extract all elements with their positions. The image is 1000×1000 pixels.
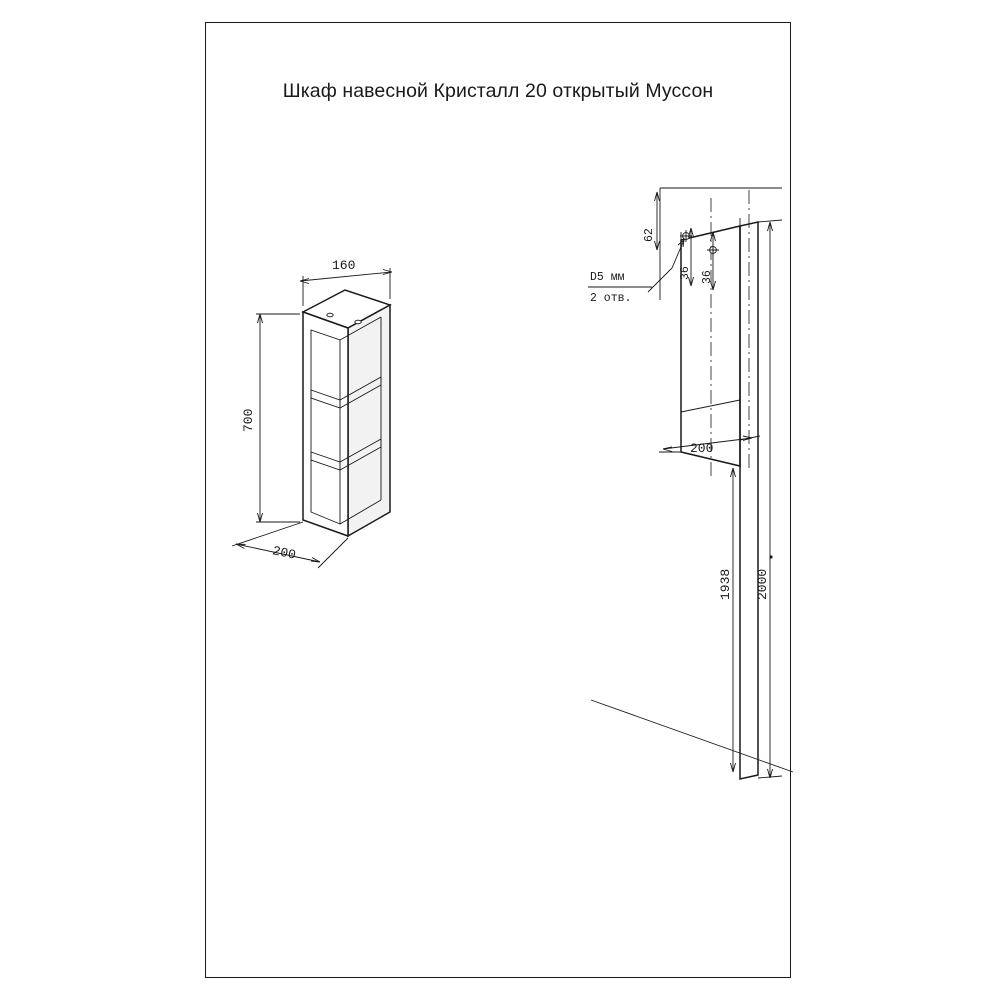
dim-2000-dot [769, 555, 772, 558]
page-title: Шкаф навесной Кристалл 20 открытый Муссон [282, 80, 714, 102]
dim-200-depth: 200 [271, 543, 298, 563]
cabinet-isometric [232, 258, 392, 568]
dim-2000: 2000 [755, 568, 770, 600]
dim-700: 700 [241, 408, 256, 432]
dim-160: 160 [332, 258, 356, 273]
dim-36-a: 36 [679, 266, 692, 280]
note-d5: D5 мм [590, 271, 625, 284]
dim-1938: 1938 [718, 568, 733, 600]
dim-36-b: 36 [701, 270, 714, 284]
note-2-holes: 2 отв. [590, 292, 632, 305]
dim-200-width: 200 [690, 441, 714, 456]
dim-62: 62 [643, 228, 656, 242]
mounting-diagram [588, 188, 793, 779]
